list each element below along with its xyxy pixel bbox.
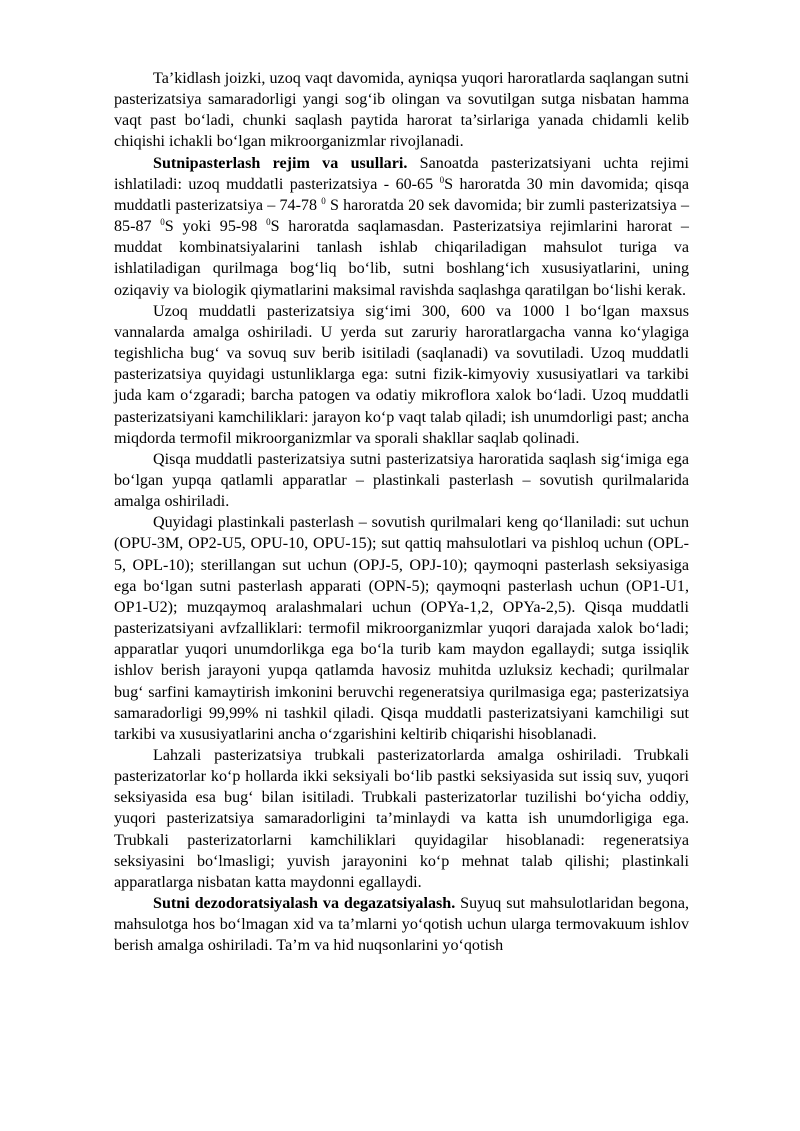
paragraph-long-pasteurization [114,301,689,449]
paragraph-text: S haroratda 30 min davomida; qisqa muddatli pasterizatsiya – 74-78 [114,175,689,214]
paragraph-text: Lahzali pasterizatsiya trubkali pasterizatorlarda amalga oshiriladi. Trubkali pasterizatorlar ko‘p hollarda ikki seksiyali bo‘lib pastki seksiyasida sut issiq suv, yuqori seksiyasida esa bug‘ bilan isitiladi. Trubkali pasterizatorlar tuzilishi bo‘yicha oddiy, yuqori pasterizatsiya samaradorligini ta’minlaydi va katta ish unumdorligiga ega. Trubkali pasterizatorlarni kamchiliklari quyidagilar hisoblanadi: regeneratsiya seksiyasini bo‘lmasligi; yuvish jarayonini ko‘p mehnat talab qilishi; plastinkali apparatlarga nisbatan katta maydonni egallaydi. [114,747,689,891]
degree-superscript: 0 [160,217,165,228]
section-heading-pasteurization-modes: Sutnipasterlash rejim va usullari. [153,154,408,172]
paragraph-text: Uzoq muddatli pasterizatsiya sig‘imi 300, 600 va 1000 l bo‘lgan maxsus vannalarda amalga oshiriladi. U yerda sut zaruriy haroratlargacha vanna ko‘ylagiga tegishlicha bug‘ va sovuq suv berib isitiladi (saqlanadi) va sovutiladi. Uzoq muddatli pasterizatsiya quyidagi ustunliklarga ega: sutni fizik-kimyoviy xususiyatlari va tarkibi juda kam o‘zgaradi; barcha patogen va odatiy mikroflora xalok bo‘ladi. Uzoq muddatli pasterizatsiyani kamchiliklari: jarayon ko‘p vaqt talab qiladi; ish unumdorligi past; ancha miqdorda termofil mikroorganizmlar va sporali shakllar saqlab qolinadi. [114,302,689,447]
paragraph-text: S haroratda 20 sek davomida; bir zumli pasterizatsiya – 85-87 [114,196,690,236]
paragraph-text: Ta’kidlash joizki, uzoq vaqt davomida, ayniqsa yuqori haroratlarda saqlangan sutni pasterizatsiya samaradorligi yangi sog‘ib olingan va sovutilgan sutga nisbatan hamma vaqt past bo‘ladi, chunki saqlash paytida harorat ta’sirlariga yanada chidamli kelib chiqishi ichakli bo‘lgan mikroorganizmlar rivojlanadi. [114,70,689,151]
paragraph-pasteurization-efficiency [114,68,689,153]
paragraph-short-pasteurization [114,449,689,512]
degree-superscript: 0 [321,195,326,206]
paragraph-text: Quyidagi plastinkali pasterlash – sovutish qurilmalari keng qo‘llaniladi: sut uchun (OPU-3M, OP2-U5, OPU-10, OPU-15); sut qattiq mahsulotlari va pishloq uchun (OPL-5, OPL-10); sterillangan sut uchun (OPJ-5, OPJ-10); qaymoqni pasterlash seksiyasiga ega bo‘lgan sutni pasterlash apparati (OPN-5); qaymoqni pasterlash uchun (OP1-U1, OP1-U2); muzqaymoq aralashmalari uchun (OPYa-1,2, OPYa-2,5). Qisqa muddatli pasterizatsiyani avfzalliklari: termofil mikroorganizmlar yuqori darajada xalok bo‘ladi; apparatlar yuqori unumdorlikga ega bo‘la turib kam maydon egallaydi; sutga issiqlik ishlov berish jarayoni yupqa qatlamda havosiz muhitda uzluksiz kechadi; qurilmalar bug‘ sarfini kamaytirish imkonini beruvchi regeneratsiya qurilmasiga ega; pasterizatsiya samaradorligi 99,99% ni tashkil qiladi. Qisqa muddatli pasterizatsiyani kamchiligi sut tarkibi va xususiyatlarini ancha o‘zgarishini keltirib chiqarishi hisoblanadi. [114,514,689,743]
paragraph-text: Suyuq sut mahsulotlaridan begona, mahsulotga hos bo‘lmagan xid va ta’mlarni yo‘qotish uchun ularga termovakuum ishlov berish amalga oshiriladi. Ta’m va hid nuqsonlarini yo‘qotish [114,895,689,955]
paragraph-text: Qisqa muddatli pasterizatsiya sutni pasterizatsiya haroratida saqlash sig‘imiga ega bo‘lgan yupqa qatlamli apparatlar – plastinkali pasterlash – sovutish qurilmalarida amalga oshiriladi. [114,450,689,511]
paragraph-deodorization [114,893,689,956]
paragraph-text: S haroratda saqlamasdan. Pasterizatsiya rejimlarini harorat – muddat kombinatsiyalarini tanlash ishlab chiqariladigan mahsulot turiga va ishlatiladigan qurilmaga bog‘liq bo‘lib, sutni boshlang‘ich xususiyatlarini, uning oziqaviy va biologik qiymatlarini maksimal ravishda saqlashga qaratilgan bo‘lishi kerak. [114,218,689,299]
section-heading-deodorization: Sutni dezodoratsiyalash va degazatsiyalash. [153,895,456,913]
paragraph-text: S yoki 95-98 [164,218,267,236]
degree-superscript: 0 [266,217,271,228]
paragraph-pasteurization-modes [114,153,689,301]
document-page [114,68,689,957]
paragraph-instant-pasteurization [114,745,689,893]
paragraph-plate-installations [114,512,689,745]
paragraph-text: Sanoatda pasterizatsiyani uchta rejimi ishlatiladi: uzoq muddatli pasterizatsiya - 60-65 [114,154,689,193]
degree-superscript: 0 [439,174,445,185]
